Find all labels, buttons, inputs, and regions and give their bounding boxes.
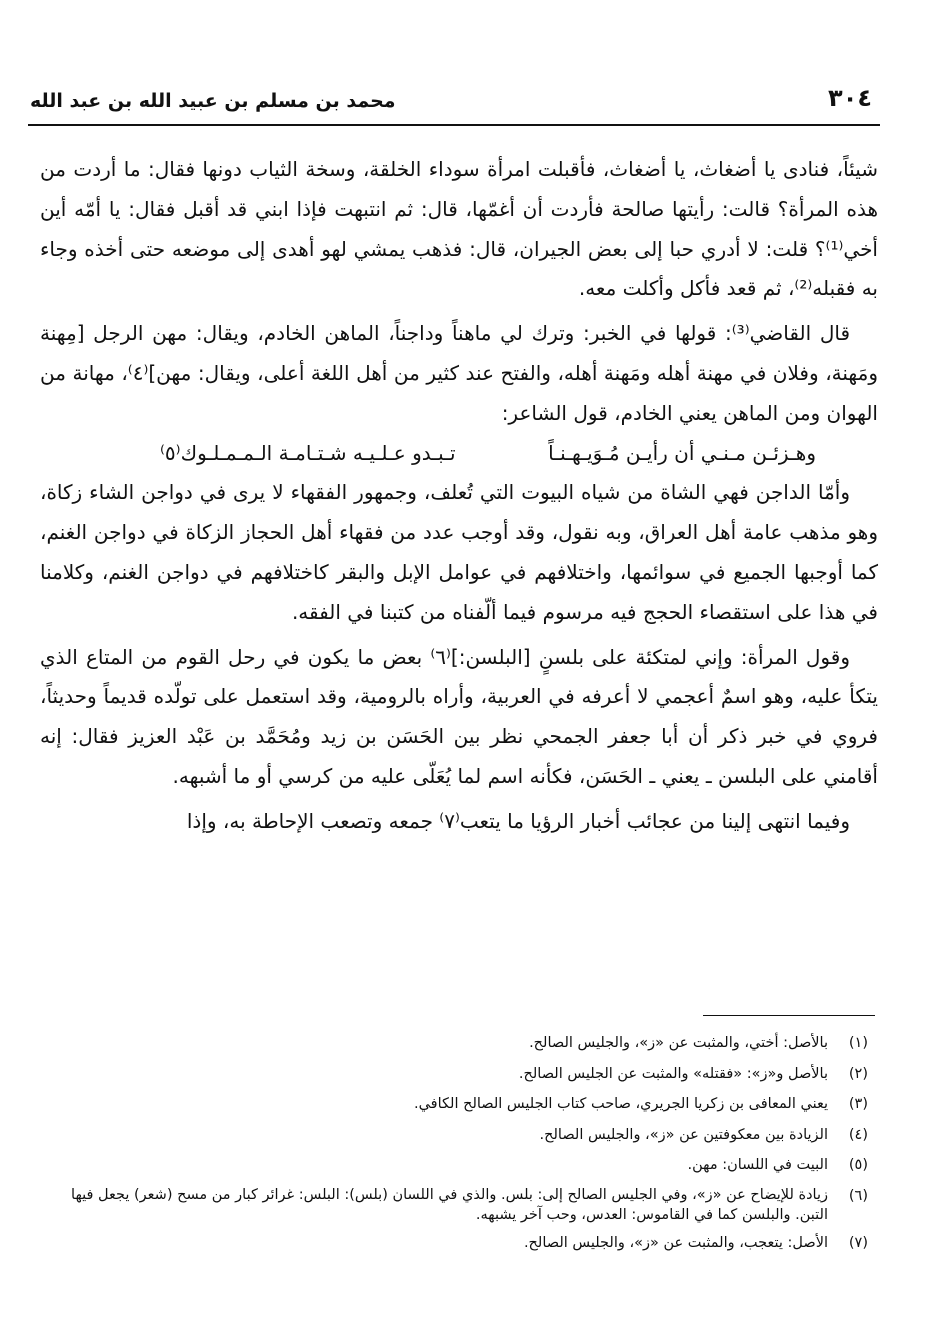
paragraph-5: وفيما انتهى إلينا من عجائب أخبار الرؤيا ما يتعب⁽٧⁾ جمعه وتصعب الإحاطة به، وإذا <box>186 808 850 833</box>
header-divider <box>28 124 880 126</box>
footnote <box>60 1059 868 1090</box>
poem-second-hemistich: تـبـدو عـلـيـه شـتـامـة الـمـمـلـوك⁽٥⁾ <box>160 440 456 465</box>
footnote-text: يعني المعافى بن زكريا الجريري، صاحب كتاب الجليس الصالح الكافي. <box>413 1096 828 1112</box>
footnote <box>60 1028 868 1059</box>
footnote-text: البيت في اللسان: مهن. <box>687 1157 828 1173</box>
footnote-text: الأصل: يتعجب، والمثبت عن «ز»، والجليس الصالح. <box>523 1234 828 1251</box>
running-title: محمد بن مسلم بن عبيد الله بن عبد الله <box>30 90 396 112</box>
footnote-text: زيادة للإيضاح عن «ز»، وفي الجليس الصالح إلى: بلس. والذي في اللسان (بلس): البلس: غرائر كبار من مسح (شعر) يجعل فيها التبن. والبلسن كما في القاموس: العدس، وحب آخر يشبهه. <box>71 1186 828 1223</box>
footnote-number: (٦) <box>848 1187 868 1204</box>
main-text <box>40 150 878 842</box>
footnote-text: بالأصل و«ز»: «فقتله» والمثبت عن الجليس الصالح. <box>518 1065 828 1082</box>
footnote-divider <box>703 1015 875 1016</box>
footnote <box>60 1150 868 1181</box>
page-header <box>30 82 872 122</box>
paragraph-2: قال القاضي⁽³⁾: قولها في الخبر: وترك لي ماهناً وداجناً، الماهن الخادم، ويقال: مهن الرجل [مِهنة ومَهنة، وفلان في مهنة أهله ومَهنة أهله، والفتح عند كثير من أهل اللغة أعلى، ويقال: مهن]⁽٤⁾، مهانة من الهوان ومن الماهن يعني الخادم، قول الشاعر: <box>40 321 878 425</box>
paragraph-1: شيئاً، فنادى يا أضغاث، يا أضغاث، فأقبلت امرأة سوداء الخلقة، وسخة الثياب دونها فقال: ما أردت من هذه المرأة؟ قالت: رأيتها صالحة فأردت أن أغمّها، قال: ثم انتبهت فإذا ابني قد أقبل فقال: يا أمّه أين أخي⁽¹⁾؟ قلت: لا أدري حبا إلى بعض الجيران، قال: فذهب يمشي لهو أهدى إلى موضعه حتى أخذه وجاء به فقبله⁽²⁾، ثم قعد فأكل وأكلت معه. <box>40 157 878 301</box>
page-number: ٣٠٤ <box>828 84 872 112</box>
footnote <box>60 1120 868 1151</box>
footnotes <box>60 1028 868 1258</box>
poem-first-hemistich: وهـزئـن مـنـي أن رأيـن مُـوَيـهـنـاً <box>548 440 816 465</box>
footnote-number: (٧) <box>848 1234 868 1251</box>
footnote-number: (٥) <box>848 1157 868 1173</box>
paragraph-3: وأمّا الداجن فهي الشاة من شياه البيوت التي تُعلف، وجمهور الفقهاء لا يرى في دواجن الشاء زكاة، وهو مذهب عامة أهل العراق، وبه نقول، وقد أوجب عدد من فقهاء أهل الحجاز الزكاة في دواجن الغنم، كما أوجبها الجميع في سوائمها، واختلافهم في عوامل الإبل والبقر كاختلافهم في دواجن الغنم، وكلامنا في هذا على استقصاء الحجج فيه مرسوم فيما ألّفناه من كتبنا في الفقه. <box>40 480 878 624</box>
footnote-text: الزيادة بين معكوفتين عن «ز»، والجليس الصالح. <box>539 1126 828 1143</box>
footnote-text: بالأصل: أختي، والمثبت عن «ز»، والجليس الصالح. <box>529 1035 828 1051</box>
poem-verse <box>40 434 878 474</box>
footnote-number: (٤) <box>848 1126 868 1143</box>
footnote <box>60 1181 868 1228</box>
paragraph-4: وقول المرأة: وإني لمتكئة على بلسنٍ [البلسن:]⁽٦⁾ بعض ما يكون في رحل القوم من المتاع الذي يتكأ عليه، وهو اسمٌ أعجمي لا أعرفه في العربية، وأراه بالرومية، وقد استعمل على تولّده قديماً وحديثاً، فروي في خبر ذكر أن أبا جعفر الجمحي نظر بين الحَسَن بن زيد ومُحَمَّد بن عَبْد العزيز فقال: إنه أقامني على البلسن ـ يعني ـ الحَسَن، فكأنه اسم لما يُعَلّى عليه من كرسي أو ما أشبهه. <box>40 644 878 788</box>
footnote <box>60 1089 868 1120</box>
footnote-number: (٢) <box>848 1065 868 1082</box>
footnote <box>60 1228 868 1259</box>
footnote-number: (١) <box>848 1035 868 1051</box>
footnote-number: (٣) <box>848 1096 868 1112</box>
